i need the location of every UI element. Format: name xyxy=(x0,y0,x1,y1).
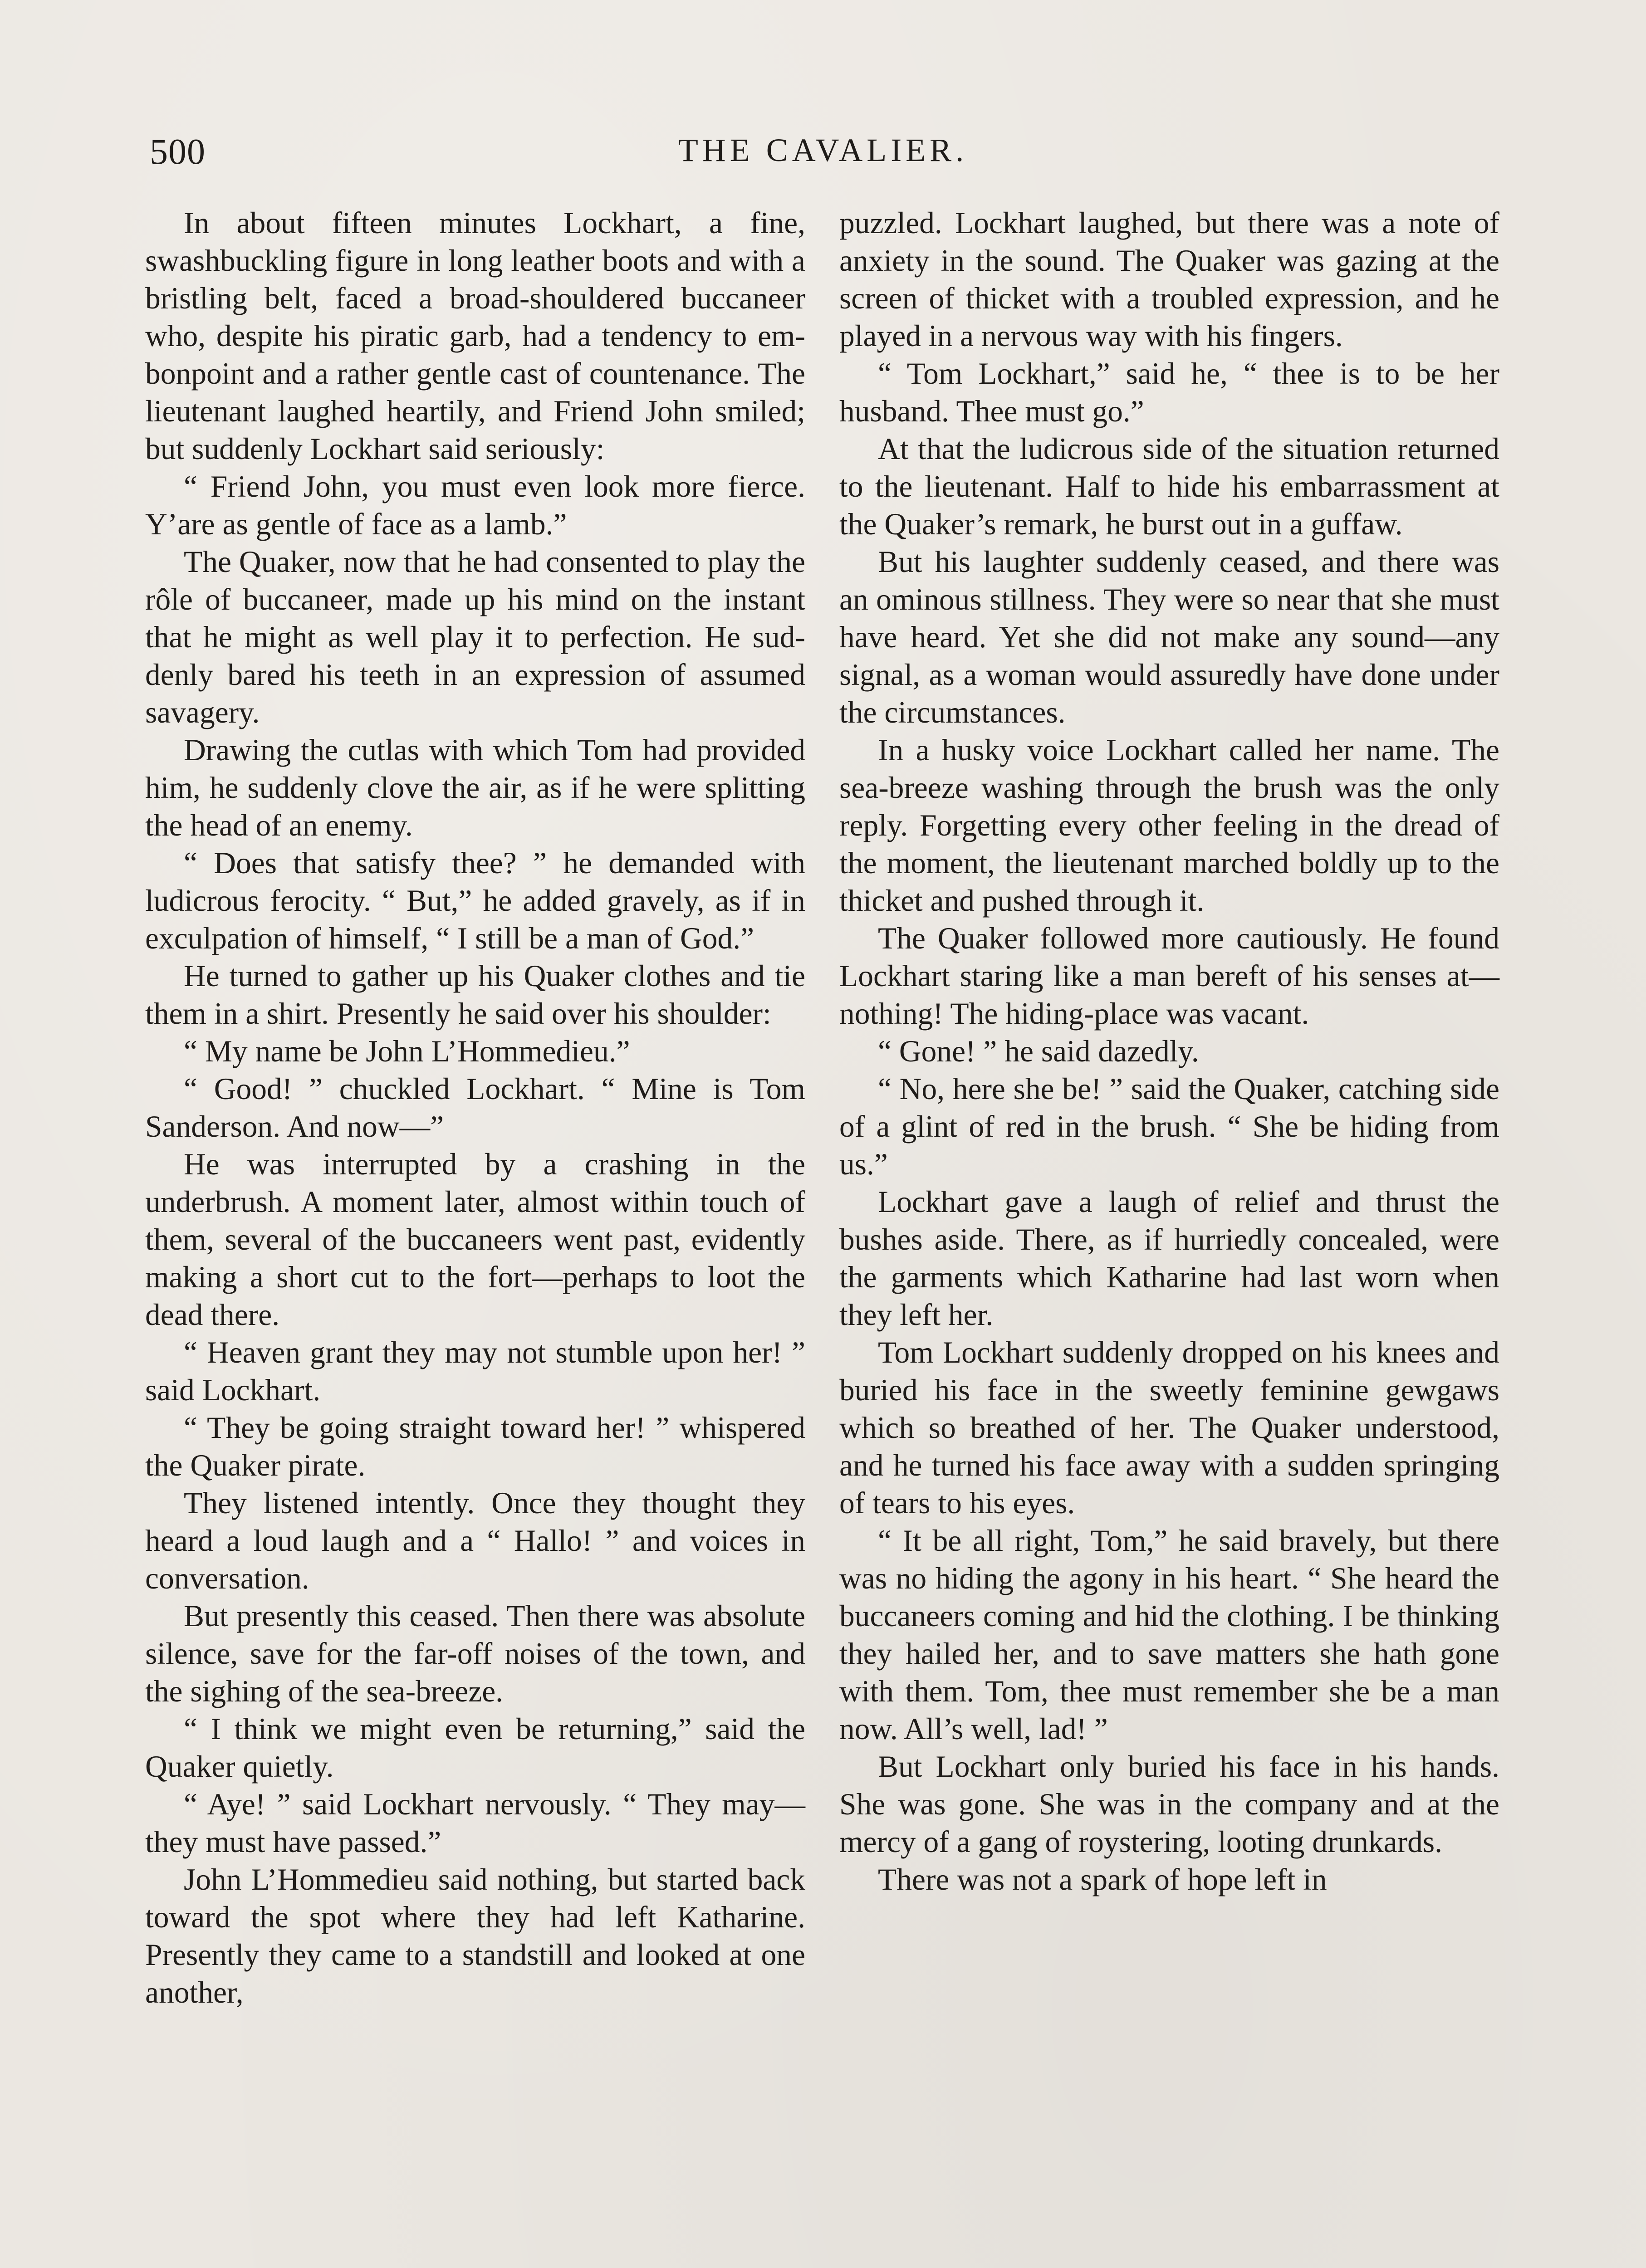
paragraph: In a husky voice Lockhart called her name. The sea-breeze washing through the brush was the only reply. Forgetting every other feeling in the dread of the moment, the lieutenant marched boldly up to the thicket and pushed through it. xyxy=(839,733,1499,918)
paragraph: In about fifteen minutes Lockhart, a fine, swashbuckling figure in long leather boots and with a bristling belt, faced a broad-shouldered buccaneer who, despite his piratic garb, had a tendency to embonpoint and a rather gentle cast of countenance. The lieutenant laughed heartily, and Friend John smiled; but suddenly Lockhart said seriously: xyxy=(145,206,805,466)
paragraph: “ My name be John L’Hommedieu.” xyxy=(184,1034,630,1068)
paragraph: “ Good! ” chuckled Lockhart. “ Mine is Tom Sanderson. And now—” xyxy=(145,1072,805,1144)
paragraph: He turned to gather up his Quaker clothes and tie them in a shirt. Presently he said over his shoulder: xyxy=(145,959,805,1031)
paragraph: Lockhart gave a laugh of relief and thrust the bushes aside. There, as if hurriedly concealed, were the garments which Katharine had last worn when they left her. xyxy=(839,1185,1499,1332)
paragraph: “ No, here she be! ” said the Quaker, catching side of a glint of red in the brush. “ She be hiding from us.” xyxy=(839,1072,1499,1181)
paragraph: “ Friend John, you must even look more fierce. Y’are as gentle of face as a lamb.” xyxy=(145,469,805,541)
column-right xyxy=(839,204,1499,2268)
paragraph: “ It be all right, Tom,” he said bravely, but there was no hiding the agony in his heart. “ She heard the buccaneers coming and hid the clothing. I be thinking they hailed her, and to save matters she hath gone with them. Tom, thee must remember she be a man now. All’s well, lad! ” xyxy=(839,1524,1499,1746)
page-number: 500 xyxy=(150,132,206,172)
paragraph-continued: puzzled. Lockhart laughed, but there was a note of anxiety in the sound. The Quaker was gazing at the screen of thicket with a troubled expression, and he played in a nervous way with his fingers. xyxy=(839,206,1499,353)
running-head: THE CAVALIER. xyxy=(678,132,968,168)
paragraph: The Quaker followed more cautiously. He found Lockhart staring like a man bereft of his senses at—nothing! The hiding-place was vacant. xyxy=(839,921,1499,1031)
page-header xyxy=(150,132,1496,181)
paragraph: “ Does that satisfy thee? ” he demanded with ludicrous ferocity. “ But,” he added gravely, as if in exculpation of himself, “ I still be a man of God.” xyxy=(145,846,805,955)
paragraph: “ Aye! ” said Lockhart nervously. “ They may—they must have passed.” xyxy=(145,1787,805,1859)
paragraph: At that the ludicrous side of the situation returned to the lieutenant. Half to hide his embarrassment at the Quaker’s remark, he burst out in a guffaw. xyxy=(839,432,1499,541)
paragraph: There was not a spark of hope left in xyxy=(878,1862,1327,1897)
paragraph: They listened intently. Once they thought they heard a loud laugh and a “ Hallo! ” and voices in conversation. xyxy=(145,1486,805,1595)
paragraph: “ Gone! ” he said dazedly. xyxy=(878,1034,1199,1068)
paragraph: But Lockhart only buried his face in his hands. She was gone. She was in the company and at the mercy of a gang of roystering, looting drunkards. xyxy=(839,1750,1499,1859)
paragraph: John L’Hommedieu said nothing, but started back toward the spot where they had left Katharine. Presently they came to a standstill and looked at one another, xyxy=(145,1862,805,2009)
paragraph: Drawing the cutlas with which Tom had provided him, he suddenly clove the air, as if he were splitting the head of an enemy. xyxy=(145,733,805,842)
paragraph: “ I think we might even be returning,” said the Quaker quietly. xyxy=(145,1712,805,1784)
paragraph: “ Heaven grant they may not stumble upon her! ” said Lockhart. xyxy=(145,1335,805,1407)
paragraph: But his laughter suddenly ceased, and there was an ominous stillness. They were so near that she must have heard. Yet she did not make any sound—any signal, as a woman would assuredly have done under the circumstances. xyxy=(839,545,1499,729)
column-left xyxy=(145,204,805,2268)
paragraph: “ Tom Lockhart,” said he, “ thee is to be her husband. Thee must go.” xyxy=(839,357,1499,428)
paragraph: But presently this ceased. Then there was absolute silence, save for the far-off noises of the town, and the sighing of the sea-breeze. xyxy=(145,1599,805,1708)
paragraph: “ They be going straight toward her! ” whispered the Quaker pirate. xyxy=(145,1411,805,1482)
text-columns xyxy=(145,204,1499,2268)
paragraph: He was interrupted by a crashing in the underbrush. A moment later, almost within touch of them, several of the buccaneers went past, evidently making a short cut to the fort—perhaps to loot the dead there. xyxy=(145,1147,805,1332)
paragraph: The Quaker, now that he had consented to play the rôle of buccaneer, made up his mind on the instant that he might as well play it to perfection. He suddenly bared his teeth in an expression of assumed savagery. xyxy=(145,545,805,729)
paragraph: Tom Lockhart suddenly dropped on his knees and buried his face in the sweetly feminine gewgaws which so breathed of her. The Quaker understood, and he turned his face away with a sudden springing of tears to his eyes. xyxy=(839,1335,1499,1520)
